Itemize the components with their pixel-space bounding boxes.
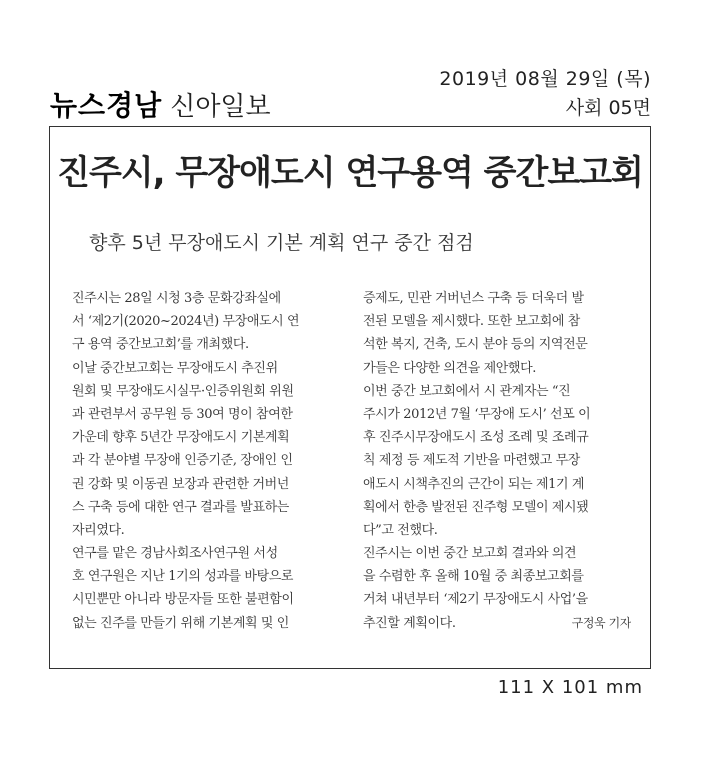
article-text-line: 연구를 맡은 경남사회조사연구원 서성 <box>72 546 278 562</box>
article-text-line: 스 구축 등에 대한 연구 결과를 발표하는 <box>72 499 289 515</box>
article-text-line: 구 용역 중간보고회’를 개최했다. <box>72 337 249 353</box>
article-text-line: 이번 중간 보고회에서 시 관계자는 “진 <box>363 383 571 399</box>
article-text-line: 서 ‘제2기(2020~2024년) 무장애도시 연 <box>72 314 300 330</box>
brand-name-light: 신아일보 <box>170 92 271 122</box>
article-subhead: 향후 5년 무장애도시 기본 계획 연구 중간 점검 <box>89 232 474 254</box>
article-text-line: 원회 및 무장애도시실무·인증위원회 위원 <box>72 383 294 399</box>
newspaper-masthead <box>50 84 271 124</box>
article-text-line: 을 수렴한 후 올해 10월 중 최종보고회를 <box>363 569 584 585</box>
article-text-line: 호 연구원은 지난 1기의 성과를 바탕으로 <box>72 569 294 585</box>
clipping-size-label: 111 X 101 mm <box>497 677 643 698</box>
article-text-line: 가들은 다양한 의견을 제안했다. <box>363 360 536 376</box>
article-column-right <box>363 287 631 635</box>
article-clipping <box>49 126 651 669</box>
article-text-line: 애도시 시책추진의 근간이 되는 제1기 계 <box>363 476 585 492</box>
article-text-line: 과 각 분야별 무장애 인증기준, 장애인 인 <box>72 453 293 469</box>
article-text-line: 석한 복지, 건축, 도시 분야 등의 지역전문 <box>363 337 588 353</box>
article-text-line: 이날 중간보고회는 무장애도시 추진위 <box>72 360 278 376</box>
article-headline: 진주시, 무장애도시 연구용역 중간보고회 <box>57 153 643 193</box>
article-text-line: 다”고 전했다. <box>363 522 438 538</box>
article-text-line: 전된 모델을 제시했다. 또한 보고회에 참 <box>363 314 580 330</box>
article-text-line: 권 강화 및 이동권 보장과 관련한 거버넌 <box>72 476 289 492</box>
article-text-line: 증제도, 민관 거버넌스 구축 등 더욱더 발 <box>363 291 584 306</box>
article-text-line: 없는 진주를 만들기 위해 기본계획 및 인 <box>72 615 289 631</box>
article-text-line: 획에서 한층 발전된 진주형 모델이 제시됐 <box>363 499 589 515</box>
article-text-line: 주시가 2012년 7월 ‘무장애 도시’ 선포 이 <box>363 406 591 422</box>
article-text-line: 자리였다. <box>72 522 125 538</box>
article-text-line: 시민뿐만 아니라 방문자들 또한 불편함이 <box>72 592 294 608</box>
page-section: 사회 05면 <box>565 97 651 119</box>
brand-name-bold: 뉴스경남 <box>50 89 163 122</box>
article-text-line: 거쳐 내년부터 ‘제2기 무장애도시 사업’을 <box>363 592 588 608</box>
article-text-line: 후 진주시무장애도시 조성 조례 및 조례규 <box>363 430 589 446</box>
article-text-line: 칙 제정 등 제도적 기반을 마련했고 무장 <box>363 453 580 469</box>
publication-date: 2019년 08월 29일 (목) <box>439 68 651 90</box>
article-text-line: 진주시는 이번 중간 보고회 결과와 의견 <box>363 546 577 562</box>
article-text-line: 진주시는 28일 시청 3층 문화강좌실에 <box>72 291 281 306</box>
article-text-line: 가운데 향후 5년간 무장애도시 기본계획 <box>72 430 290 446</box>
article-column-left <box>72 287 344 635</box>
article-byline: 구정욱 기자 <box>571 615 631 630</box>
article-text-line: 추진할 계획이다. 구정욱 기자 <box>363 612 631 635</box>
article-text-line: 과 관련부서 공무원 등 30여 명이 참여한 <box>72 406 293 422</box>
